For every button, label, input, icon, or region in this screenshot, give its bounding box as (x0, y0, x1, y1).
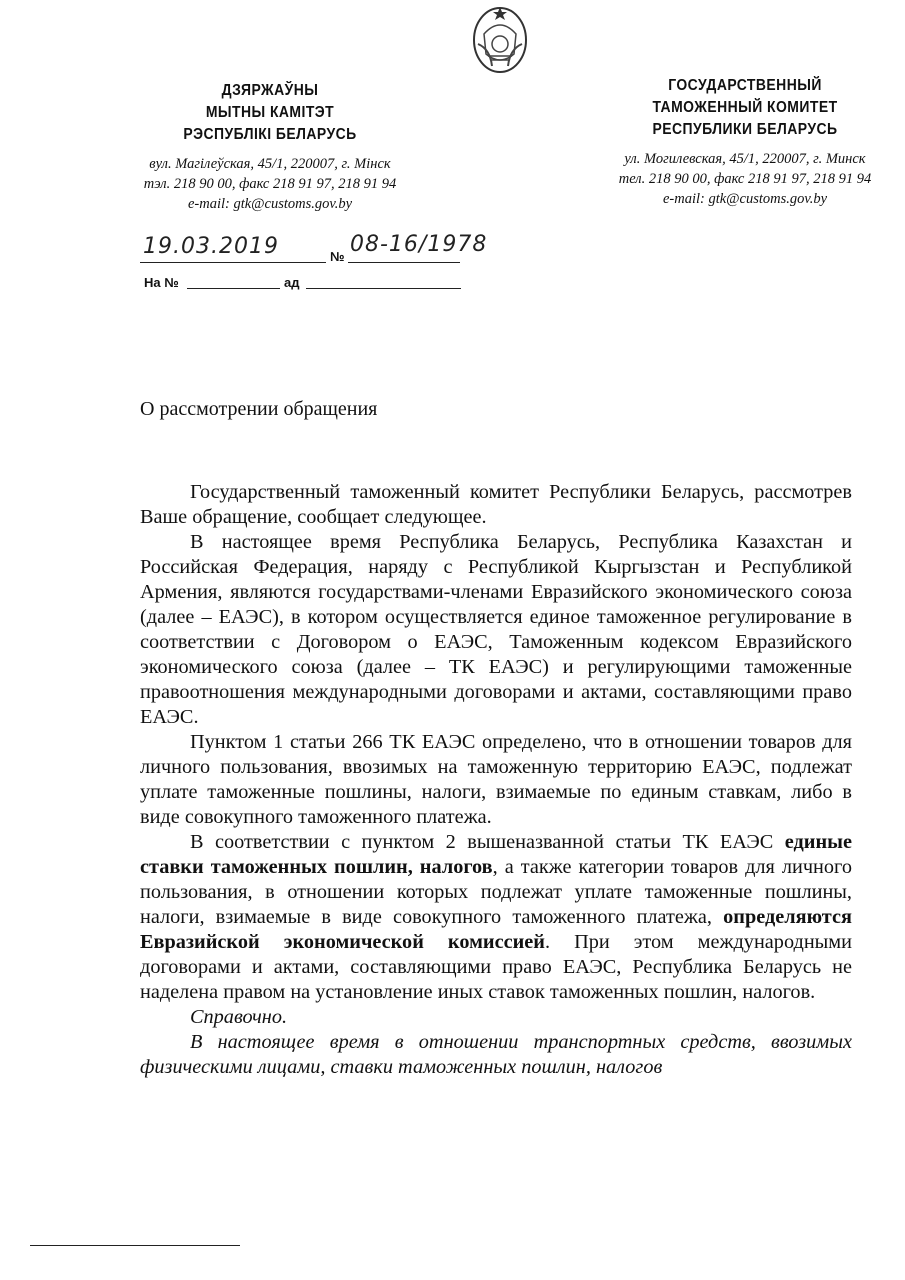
document-date: 19.03.2019 (143, 234, 279, 259)
p4-bold-2: определяются Евразийской экономической комиссией (140, 906, 852, 953)
header-right (600, 75, 890, 209)
email-be: e-mail: gtk@customs.gov.by (187, 196, 353, 212)
paragraph-1: Государственный таможенный комитет Республики Беларусь, рассмотрев Ваше обращение, сообщает следующее. (140, 481, 852, 528)
header-left (130, 80, 410, 214)
org-name-ru-1: ГОСУДАРСТВЕННЫЙ (668, 77, 822, 94)
org-name-be-2: МЫТНЫ КАМІТЭТ (205, 104, 335, 121)
number-underline (348, 262, 460, 263)
paragraph-3: Пунктом 1 статьи 266 ТК ЕАЭС определено, что в отношении товаров для личного пользования, ввозимых на таможенную территорию ЕАЭС, подлежат уплате таможенные пошлины, налоги, взимаемые по единым ставкам, либо в виде совокупного таможенного платежа. (140, 731, 852, 828)
coat-of-arms-emblem (470, 4, 530, 74)
letter-body (140, 480, 852, 1080)
ref-number-line (187, 288, 280, 289)
org-name-be-3: РЭСПУБЛІКІ БЕЛАРУСЬ (183, 126, 357, 143)
p4-text-3: . При этом международными договорами и актами, составляющими право ЕАЭС, Республика Беларусь не наделена правом на установление иных ставок таможенных пошлин, налогов. (140, 931, 852, 1003)
footnote-divider (30, 1245, 240, 1246)
org-name-be-1: ДЗЯРЖАЎНЫ (221, 82, 319, 99)
phone-ru: тел. 218 90 00, факс 218 91 97, 218 91 94 (618, 171, 872, 187)
address-ru: ул. Могилевская, 45/1, 220007, г. Минск (624, 151, 866, 167)
paragraph-6: В настоящее время в отношении транспортных средств, ввозимых физическими лицами, ставки таможенных пошлин, налогов (140, 1031, 852, 1078)
paragraph-4 (140, 830, 852, 1005)
p4-text-1: В соответствии с пунктом 2 вышеназванной статьи ТК ЕАЭС (190, 831, 785, 853)
phone-be: тэл. 218 90 00, факс 218 91 97, 218 91 94 (143, 176, 397, 192)
paragraph-2: В настоящее время Республика Беларусь, Республика Казахстан и Российская Федерация, наряду с Республикой Кыргызстан и Республикой Армения, являются государствами-членами Евразийского экономического союза (далее – ЕАЭС), в котором осуществляется единое таможенное регулирование в соответствии с Договором о ЕАЭС, Таможенным кодексом Евразийского экономического союза (далее – ТК ЕАЭС) и регулирующими таможенные правоотношения международными договорами и актами, составляющими право ЕАЭС. (140, 531, 852, 728)
date-underline (140, 262, 326, 263)
org-name-ru-2: ТАМОЖЕННЫЙ КОМИТЕТ (652, 99, 838, 116)
p4-bold-1: единые ставки таможенных пошлин, налогов (140, 831, 852, 878)
paragraph-reference: Справочно. (190, 1006, 288, 1028)
email-ru: e-mail: gtk@customs.gov.by (662, 191, 828, 207)
ref-date-line (306, 288, 461, 289)
org-name-ru-3: РЕСПУБЛИКИ БЕЛАРУСЬ (652, 121, 838, 138)
address-be: вул. Магілеўская, 45/1, 220007, г. Мінск (149, 156, 391, 172)
ref-date-label: ад (284, 275, 300, 290)
letter-subject: О рассмотрении обращения (140, 398, 378, 420)
p4-text-2: , а также категории товаров для личного пользования, в отношении которых подлежат уплате таможенные пошлины, налоги, взимаемые в виде совокупного таможенного платежа, (140, 856, 852, 928)
number-label: № (330, 249, 345, 264)
ref-number-label: На № (144, 275, 179, 290)
document-number: 08-16/1978 (350, 232, 488, 257)
